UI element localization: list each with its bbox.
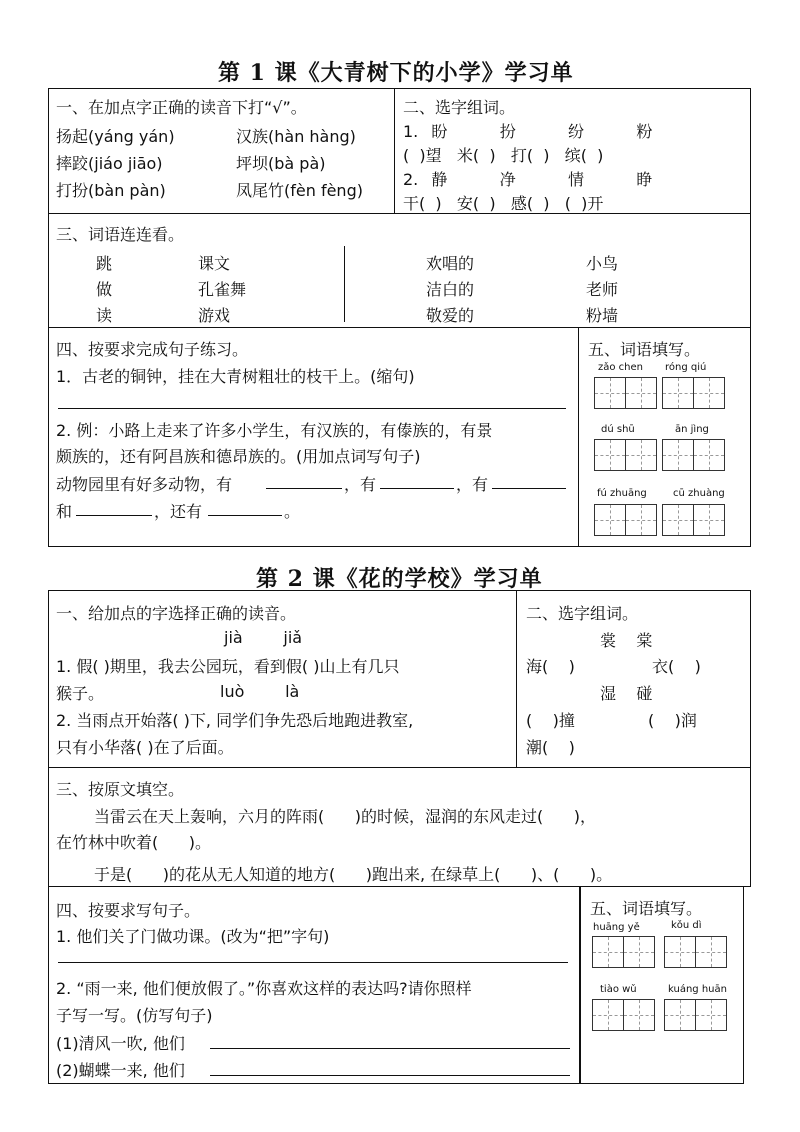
lesson2-title: 第 2 课《花的学校》学习单 [256, 566, 543, 592]
l1-s2-line: 干( ) 安( ) 感( ) ( )开 [403, 194, 604, 213]
l1-s1-item: 摔跤(jiáo jiāo) [56, 154, 163, 173]
l2-s2-item: ( )撞 [526, 711, 575, 730]
match-left: 跳 [96, 254, 113, 273]
pinyin: tiào wǔ [600, 984, 637, 995]
write-grid[interactable] [664, 936, 726, 968]
l2-s2-item: 潮( ) [526, 738, 575, 757]
blank[interactable] [492, 474, 566, 489]
l2-s4-q2: (1)清风一吹, 他们 [56, 1034, 185, 1053]
pinyin: róng qiú [665, 362, 707, 373]
l1-s2-heading: 二、选字组词。 [403, 98, 516, 117]
l2-s3-heading: 三、按原文填空。 [56, 780, 185, 799]
l1-s1-item: 打扮(bàn pàn) [56, 181, 166, 200]
l2-s4-q2: (2)蝴蝶一来, 他们 [56, 1061, 185, 1080]
l1-s4-q2: 和 [56, 502, 73, 521]
l2-s3-line: 于是( )的花从无人知道的地方( )跑出来, 在绿草上( )、( )。 [94, 865, 613, 884]
l1-s1-item: 凤尾竹(fèn fèng) [236, 181, 363, 200]
l2-s4-q2: 2. “雨一来, 他们便放假了。”你喜欢这样的表达吗?请你照样 [56, 979, 472, 998]
l1-s4-q2: ，有 [456, 475, 489, 494]
pinyin: ān jìng [675, 424, 709, 435]
write-grid[interactable] [592, 999, 654, 1031]
lesson1-title: 第 1 课《大青树下的小学》学习单 [218, 60, 574, 86]
l2-s2-item: 海( ) [526, 657, 575, 676]
match-left: 做 [96, 280, 113, 299]
blank[interactable] [210, 1034, 570, 1049]
l1-s2-line: 1. 盼 扮 纷 粉 [403, 122, 653, 141]
write-grid[interactable] [662, 439, 724, 471]
l1-s4-q1: 1．古老的铜钟，挂在大青树粗壮的枝干上。(缩句) [56, 367, 415, 386]
l1-s4-heading: 四、按要求完成句子练习。 [56, 340, 249, 359]
blank[interactable] [210, 1061, 570, 1076]
l1-s4-q2: ，还有 [154, 502, 203, 521]
l1-s4-q2: ，有 [344, 475, 377, 494]
l1-s1-item: 坪坝(bà pà) [236, 154, 326, 173]
l2-s2-chars: 裳 棠 [600, 631, 653, 650]
pinyin: zǎo chen [598, 362, 643, 373]
l2-s1-q2: 只有小华落( )在了后面。 [56, 738, 234, 757]
match-left: 读 [96, 306, 113, 325]
pinyin: fú zhuāng [597, 488, 647, 499]
l1-s4-q2: 2. 例：小路上走来了许多小学生，有汉族的，有傣族的，有景 [56, 421, 493, 440]
write-grid[interactable] [594, 504, 656, 536]
l2-s2-chars: 湿 碰 [600, 684, 653, 703]
blank[interactable] [76, 501, 152, 516]
l2-s3-line: 当雷云在天上轰响，六月的阵雨( )的时候，湿润的东风走过( )， [94, 807, 597, 826]
write-grid[interactable] [592, 936, 654, 968]
pinyin: kuáng huān [668, 984, 727, 995]
l2-s3-line: 在竹林中吹着( )。 [56, 833, 212, 852]
l2-s1-q1: 1. 假( )期里，我去公园玩，看到假( )山上有几只 [56, 657, 400, 676]
l1-s3-heading: 三、词语连连看。 [56, 225, 185, 244]
l2-s1-q1: 猴子。 [56, 684, 105, 703]
l2-s5-heading: 五、词语填写。 [590, 899, 703, 918]
match-mid: 游戏 [198, 306, 231, 325]
l2-s4-q2: 子写一写。(仿写句子) [56, 1006, 213, 1025]
write-grid[interactable] [662, 377, 724, 409]
l1-s5-heading: 五、词语填写。 [588, 340, 701, 359]
l1-s4-q2: 。 [284, 502, 301, 521]
l2-s4-heading: 四、按要求写句子。 [56, 901, 201, 920]
match-right2: 粉墙 [586, 306, 619, 325]
write-grid[interactable] [594, 377, 656, 409]
pinyin: cū zhuàng [673, 488, 725, 499]
l2-s2-item: ( )润 [648, 711, 697, 730]
pinyin-options: jià jiǎ [224, 628, 303, 647]
l2-s2-item: 衣( ) [652, 657, 701, 676]
match-right2: 老师 [586, 280, 619, 299]
blank[interactable] [208, 501, 282, 516]
l2-s1-heading: 一、给加点的字选择正确的读音。 [56, 604, 297, 623]
blank[interactable] [266, 474, 342, 489]
l1-s4-q2: 颇族的，还有阿昌族和德昂族的。(用加点词写句子) [56, 447, 421, 466]
l1-s1-item: 扬起(yáng yán) [56, 127, 175, 146]
l2-s4-q1: 1. 他们关了门做功课。(改为“把”字句) [56, 927, 330, 946]
l1-s4-q2: 动物园里有好多动物，有 [56, 475, 233, 494]
match-right1: 洁白的 [426, 280, 475, 299]
blank[interactable] [380, 474, 454, 489]
l2-s1-q2: 2. 当雨点开始落( )下, 同学们争先恐后地跑进教室, [56, 711, 414, 730]
pinyin: dú shū [601, 424, 635, 435]
write-grid[interactable] [594, 439, 656, 471]
match-mid: 课文 [198, 254, 231, 273]
match-mid: 孔雀舞 [198, 280, 247, 299]
l1-s1-item: 汉族(hàn hàng) [236, 127, 356, 146]
match-right1: 欢唱的 [426, 254, 475, 273]
answer-line[interactable] [58, 962, 568, 963]
write-grid[interactable] [662, 504, 724, 536]
pinyin-options: luò là [220, 682, 300, 701]
l1-s2-line: ( )望 米( ) 打( ) 缤( ) [403, 146, 604, 165]
pinyin: huāng yě [593, 922, 640, 933]
l1-s2-line: 2. 静 净 情 睁 [403, 170, 653, 189]
match-right1: 敬爱的 [426, 306, 475, 325]
l1-s1-heading: 一、在加点字正确的读音下打“√”。 [56, 98, 307, 117]
pinyin: kǒu dì [671, 920, 702, 931]
match-right2: 小鸟 [586, 254, 619, 273]
write-grid[interactable] [664, 999, 726, 1031]
answer-line[interactable] [58, 408, 566, 409]
l2-s2-heading: 二、选字组词。 [526, 604, 639, 623]
